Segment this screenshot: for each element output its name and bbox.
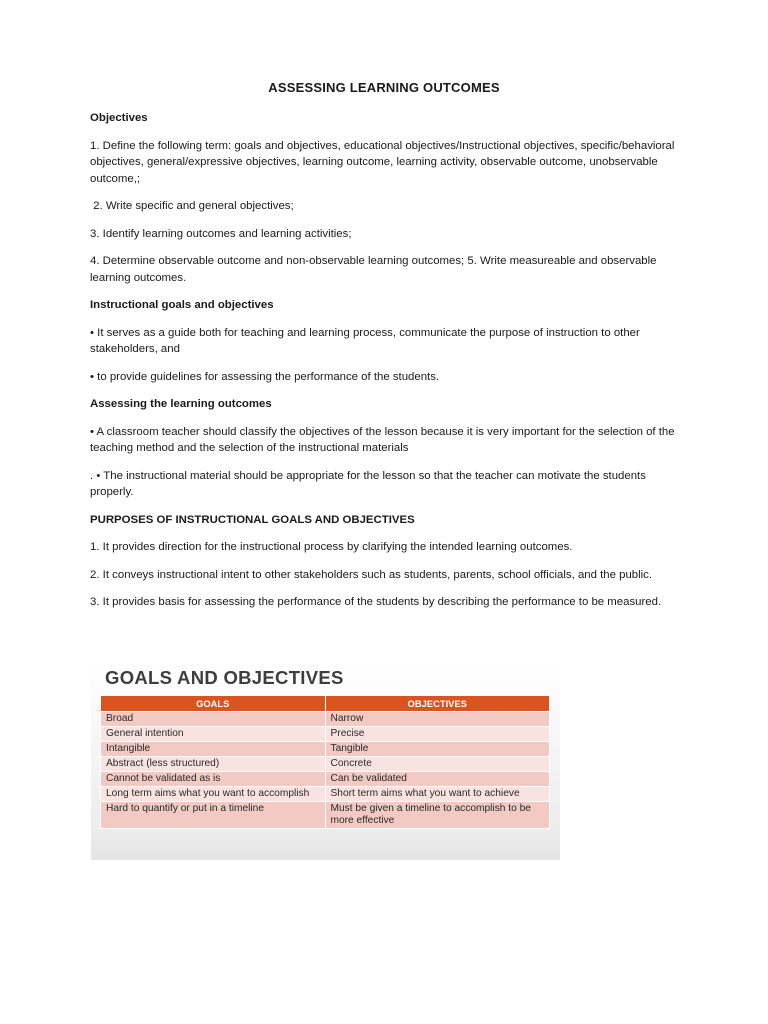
goals-objectives-table	[100, 695, 550, 829]
objective-cell: Must be given a timeline to accomplish to be more effective	[325, 802, 550, 829]
objectives-heading: Objectives	[90, 112, 148, 124]
goal-cell: Long term aims what you want to accomplish	[101, 787, 326, 802]
objective-4: 4. Determine observable outcome and non-observable learning outcomes; 5. Write measureable and observable learning outcomes.	[90, 255, 657, 284]
goal-cell: Broad	[101, 712, 326, 727]
objective-cell: Concrete	[325, 757, 550, 772]
purposes-heading: PURPOSES OF INSTRUCTIONAL GOALS AND OBJECTIVES	[90, 513, 415, 526]
goal-cell: Hard to quantify or put in a timeline	[101, 802, 326, 829]
objective-cell: Tangible	[325, 742, 550, 757]
objective-cell: Precise	[325, 727, 550, 742]
column-header-goals: GOALS	[101, 696, 326, 712]
table-row	[101, 787, 550, 802]
document-title: ASSESSING LEARNING OUTCOMES	[268, 80, 500, 95]
table-row	[101, 727, 550, 742]
objective-2: 2. Write specific and general objectives;	[90, 200, 294, 212]
objective-cell: Short term aims what you want to achieve	[325, 787, 550, 802]
objective-3: 3. Identify learning outcomes and learning activities;	[90, 227, 352, 240]
table-row	[101, 772, 550, 787]
goals-bullet-1: • It serves as a guide both for teaching and learning process, communicate the purpose of instruction to other stakeholders, and	[90, 326, 640, 355]
document-body	[90, 110, 680, 622]
figure-title: GOALS AND OBJECTIVES	[105, 667, 344, 688]
purpose-3: 3. It provides basis for assessing the performance of the students by describing the performance to be measured.	[90, 596, 662, 608]
table-row	[101, 742, 550, 757]
assessing-heading: Assessing the learning outcomes	[90, 398, 272, 410]
goal-cell: General intention	[101, 727, 326, 742]
goal-cell: Abstract (less structured)	[101, 757, 326, 772]
goals-bullet-2: • to provide guidelines for assessing the performance of the students.	[90, 370, 440, 383]
table-row	[101, 712, 550, 727]
objective-1: 1. Define the following term: goals and objectives, educational objectives/Instructional objectives, specific/behavioral objectives, general/expressive objectives, learning outcome, learning activity, observable outcome, unobservable outcome,;	[90, 139, 675, 185]
assessing-bullet-2: . • The instructional material should be appropriate for the lesson so that the teacher can motivate the students properly.	[90, 469, 646, 498]
table-header-row	[101, 696, 550, 712]
objective-cell: Narrow	[325, 712, 550, 727]
instructional-goals-heading: Instructional goals and objectives	[90, 299, 274, 311]
assessing-bullet-1: • A classroom teacher should classify the objectives of the lesson because it is very important for the selection of the teaching method and the selection of the instructional materials	[90, 425, 675, 454]
goal-cell: Cannot be validated as is	[101, 772, 326, 787]
column-header-objectives: OBJECTIVES	[325, 696, 550, 712]
purpose-2: 2. It conveys instructional intent to other stakeholders such as students, parents, school officials, and the public.	[90, 568, 653, 581]
table-row	[101, 757, 550, 772]
purpose-1: 1. It provides direction for the instructional process by clarifying the intended learning outcomes.	[90, 541, 573, 553]
goal-cell: Intangible	[101, 742, 326, 757]
table-row	[101, 802, 550, 829]
objective-cell: Can be validated	[325, 772, 550, 787]
goals-objectives-figure	[91, 661, 560, 860]
